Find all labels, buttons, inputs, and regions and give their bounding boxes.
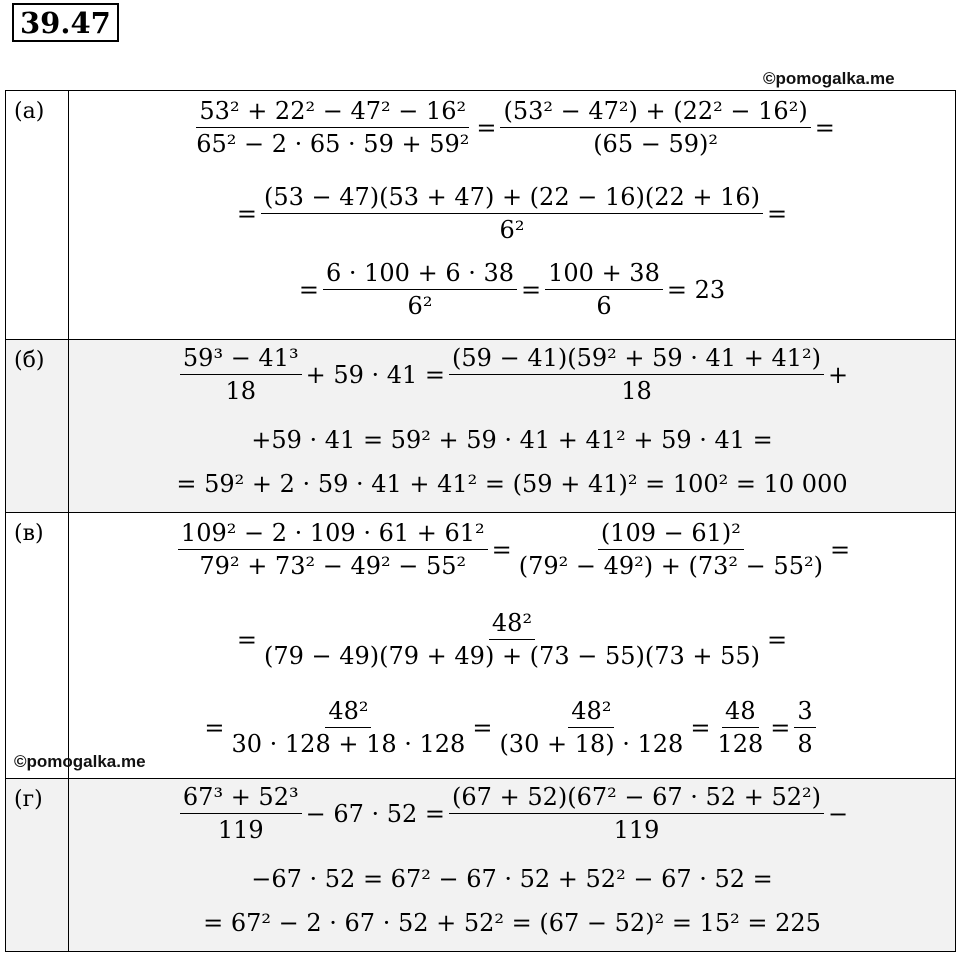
fraction: $\frac{\text{59³ − 41³}}{18}$ <box>180 344 302 405</box>
fraction: $\frac{\text{(53² − 47²) + (22² − 16²)}}{\text{(65 − 59)²}}$ <box>500 97 810 158</box>
problem-number: 39.47 <box>12 3 119 42</box>
solution-table <box>5 90 956 952</box>
part-a-row <box>6 91 956 340</box>
watermark-top: ©pomogalka.me <box>763 69 895 88</box>
equation-line: $\frac{\text{67³ + 52³}}{119}$ − 67 · 52 = $\frac{\text{(67 + 52)(67² − 67 · 52 + 52²)}}{119}$ − <box>69 783 955 844</box>
equation-line: = 67² − 2 · 67 · 52 + 52² = (67 − 52)² = 15² = 225 <box>203 909 821 937</box>
equation-line: = $\frac{\text{48²}}{(79 - 49)(79 + 49) + (73 - 55)(73 + 55)}$ = <box>236 609 788 670</box>
part-b-row <box>6 340 956 513</box>
part-c-math <box>69 513 956 779</box>
part-label: (г) <box>6 779 69 952</box>
fraction: $\frac{\text{67³ + 52³}}{119}$ <box>180 783 302 844</box>
part-d-math <box>69 779 956 952</box>
fraction: $\frac{48}{128}$ <box>717 697 764 758</box>
fraction: $\frac{\text{(67 + 52)(67² − 67 · 52 + 52²)}}{119}$ <box>449 783 824 844</box>
equation-line: $\frac{\text{59³ − 41³}}{18}$ + 59 · 41 = $\frac{\text{(59 − 41)(59² + 59 · 41 + 41²)}}{18}$ + <box>69 344 955 405</box>
fraction: $\frac{\text{109² − 2 · 109 · 61 + 61²}}{\text{79² + 73² − 49² − 55²}}$ <box>178 519 488 580</box>
fraction: $\frac{100 + 38}{6}$ <box>545 259 663 320</box>
equation-line: +59 · 41 = 59² + 59 · 41 + 41² + 59 · 41 = <box>251 426 773 454</box>
equation-line: $\frac{\text{53² + 22² − 47² − 16²}}{\text{65² − 2 · 65 · 59 + 59²}}$ = $\frac{\text{(53² − 47²) + (22² − 16²)}}{\text{(65 − 59)²}}$ = <box>69 97 955 158</box>
part-label: (в) <box>6 513 69 779</box>
equation-line: = $\frac{6 \cdot 100 + 6 \cdot 38}{\text{6²}}$ = $\frac{100 + 38}{6}$ = 23 <box>298 259 726 320</box>
fraction: $\frac{\text{48²}}{(79 - 49)(79 + 49) + (73 - 55)(73 + 55)}$ <box>263 609 761 670</box>
part-label: (а) <box>6 91 69 340</box>
fraction: $\frac{\text{(59 − 41)(59² + 59 · 41 + 41²)}}{18}$ <box>449 344 824 405</box>
equation-line: $\frac{\text{109² − 2 · 109 · 61 + 61²}}{\text{79² + 73² − 49² − 55²}}$ = $\frac{\text{(109 − 61)²}}{\text{(79² − 49²) + (73² − 55²)}}$ = <box>69 519 955 580</box>
fraction: $\frac{\text{53² + 22² − 47² − 16²}}{\text{65² − 2 · 65 · 59 + 59²}}$ <box>196 97 470 158</box>
fraction: $\frac{\text{(109 − 61)²}}{\text{(79² − 49²) + (73² − 55²)}}$ <box>518 519 823 580</box>
fraction: $\frac{6 \cdot 100 + 6 \cdot 38}{\text{6²}}$ <box>323 259 517 320</box>
part-a-math <box>69 91 956 340</box>
fraction: $\frac{(53 - 47)(53 + 47) + (22 - 16)(22 + 16)}{\text{6²}}$ <box>261 183 763 244</box>
equation-line: −67 · 52 = 67² − 67 · 52 + 52² − 67 · 52 = <box>251 865 773 893</box>
part-c-row <box>6 513 956 779</box>
fraction: $\frac{3}{8}$ <box>794 697 815 758</box>
fraction: $\frac{\text{48²}}{30 \cdot 128 + 18 \cdot 128}$ <box>231 697 466 758</box>
equation-line: = 59² + 2 · 59 · 41 + 41² = (59 + 41)² = 100² = 10 000 <box>176 470 848 498</box>
fraction: $\frac{\text{48²}}{(30 + 18) \cdot 128}$ <box>499 697 684 758</box>
equation-line: = $\frac{\text{48²}}{30 \cdot 128 + 18 \cdot 128}$ = $\frac{\text{48²}}{(30 + 18) \cdot 128}$ = $\frac{48}{128}$ = $\frac{3}{8}$ <box>69 697 955 758</box>
part-label: (б) <box>6 340 69 513</box>
equation-line: = $\frac{(53 - 47)(53 + 47) + (22 - 16)(22 + 16)}{\text{6²}}$ = <box>236 183 788 244</box>
part-d-row <box>6 779 956 952</box>
part-b-math <box>69 340 956 513</box>
watermark-middle: ©pomogalka.me <box>14 752 146 771</box>
